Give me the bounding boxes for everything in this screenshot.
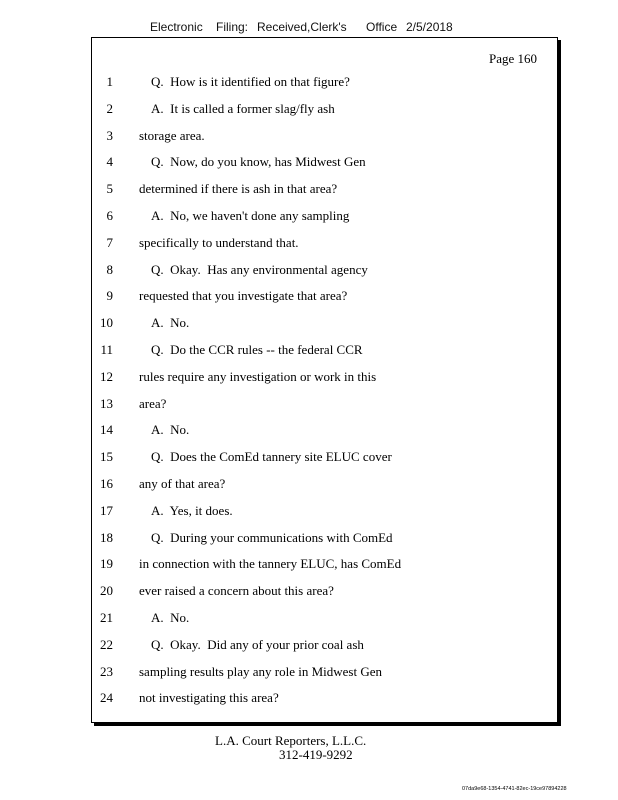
transcript-line (92, 101, 557, 121)
line-text: A. Yes, it does. (151, 502, 233, 518)
line-number: 4 (106, 154, 113, 170)
line-number: 23 (100, 663, 113, 679)
transcript-line (92, 530, 557, 550)
line-number: 18 (100, 529, 113, 545)
transcript-line (92, 556, 557, 576)
transcript-line (92, 288, 557, 308)
transcript-line (92, 342, 557, 362)
line-text: Q. Does the ComEd tannery site ELUC cover (151, 449, 392, 465)
line-number: 12 (100, 368, 113, 384)
line-text: Q. Do the CCR rules -- the federal CCR (151, 342, 363, 357)
line-text: A. No. (151, 610, 190, 625)
line-text: area? (139, 395, 167, 411)
line-text: Q. Now, do you know, has Midwest Gen (151, 154, 366, 170)
transcript-line (92, 664, 557, 684)
line-number: 7 (106, 234, 113, 250)
transcript-line (92, 503, 557, 523)
filing-header-filing: Filing: (216, 20, 249, 34)
line-number: 19 (100, 556, 113, 572)
line-text: in connection with the tannery ELUC, has ComEd (139, 556, 402, 572)
transcript-line (92, 74, 557, 94)
reporter-company: L.A. Court Reporters, L.L.C. (215, 733, 367, 748)
transcript-line (92, 181, 557, 201)
transcript-page (91, 37, 558, 723)
line-number: 14 (100, 422, 113, 438)
line-number: 8 (106, 261, 113, 277)
transcript-line (92, 690, 557, 710)
line-number: 9 (106, 288, 113, 304)
transcript-line (92, 369, 557, 389)
filing-header-date: 2/5/2018 (406, 20, 453, 34)
transcript-line (92, 610, 557, 630)
transcript-line (92, 583, 557, 603)
line-text: sampling results play any role in Midwest Gen (139, 663, 382, 679)
line-number: 20 (100, 583, 113, 599)
filing-header-electronic: Electronic (150, 20, 203, 34)
transcript-line (92, 208, 557, 228)
filing-header (0, 20, 618, 36)
transcript-line (92, 396, 557, 416)
line-number: 22 (100, 636, 113, 652)
transcript-line (92, 637, 557, 657)
filing-header-office: Office (366, 20, 398, 34)
filing-header-received: Received,Clerk's (257, 20, 347, 34)
line-text: Q. During your communications with ComEd (151, 529, 393, 545)
line-text: A. No, we haven't done any sampling (151, 208, 350, 223)
line-text: specifically to understand that. (139, 234, 299, 250)
document-id: 07da9e68-1354-4741-82ec-19ce97894228 (462, 786, 567, 792)
page-number: Page 160 (488, 51, 537, 66)
transcript-line (92, 315, 557, 335)
line-text: A. No. (151, 315, 190, 331)
line-number: 1 (106, 74, 113, 89)
line-number: 21 (100, 610, 113, 625)
line-number: 11 (100, 342, 113, 357)
line-number: 5 (106, 181, 113, 197)
line-text: storage area. (139, 127, 205, 143)
line-text: not investigating this area? (139, 690, 279, 706)
line-text: ever raised a concern about this area? (139, 583, 334, 599)
transcript-line (92, 128, 557, 148)
line-text: Q. How is it identified on that figure? (151, 74, 350, 89)
line-number: 24 (100, 690, 113, 706)
transcript-line (92, 154, 557, 174)
transcript-line (92, 262, 557, 282)
transcript-line (92, 422, 557, 442)
line-text: determined if there is ash in that area? (139, 181, 338, 197)
line-text: A. It is called a former slag/fly ash (151, 100, 335, 116)
line-text: Q. Okay. Did any of your prior coal ash (151, 636, 364, 652)
transcript-line (92, 476, 557, 496)
line-number: 13 (100, 395, 113, 411)
transcript-line (92, 235, 557, 255)
line-text: rules require any investigation or work in this (139, 368, 377, 384)
line-text: any of that area? (139, 476, 226, 491)
line-number: 10 (100, 315, 113, 331)
line-number: 2 (106, 100, 113, 116)
line-number: 3 (106, 127, 113, 143)
line-number: 6 (106, 208, 113, 223)
line-number: 17 (100, 502, 113, 518)
line-text: A. No. (151, 422, 190, 438)
reporter-phone: 312-419-9292 (279, 747, 353, 762)
line-text: requested that you investigate that area? (139, 288, 348, 304)
line-number: 16 (100, 476, 113, 491)
line-text: Q. Okay. Has any environmental agency (151, 261, 368, 277)
transcript-line (92, 449, 557, 469)
line-number: 15 (100, 449, 113, 465)
